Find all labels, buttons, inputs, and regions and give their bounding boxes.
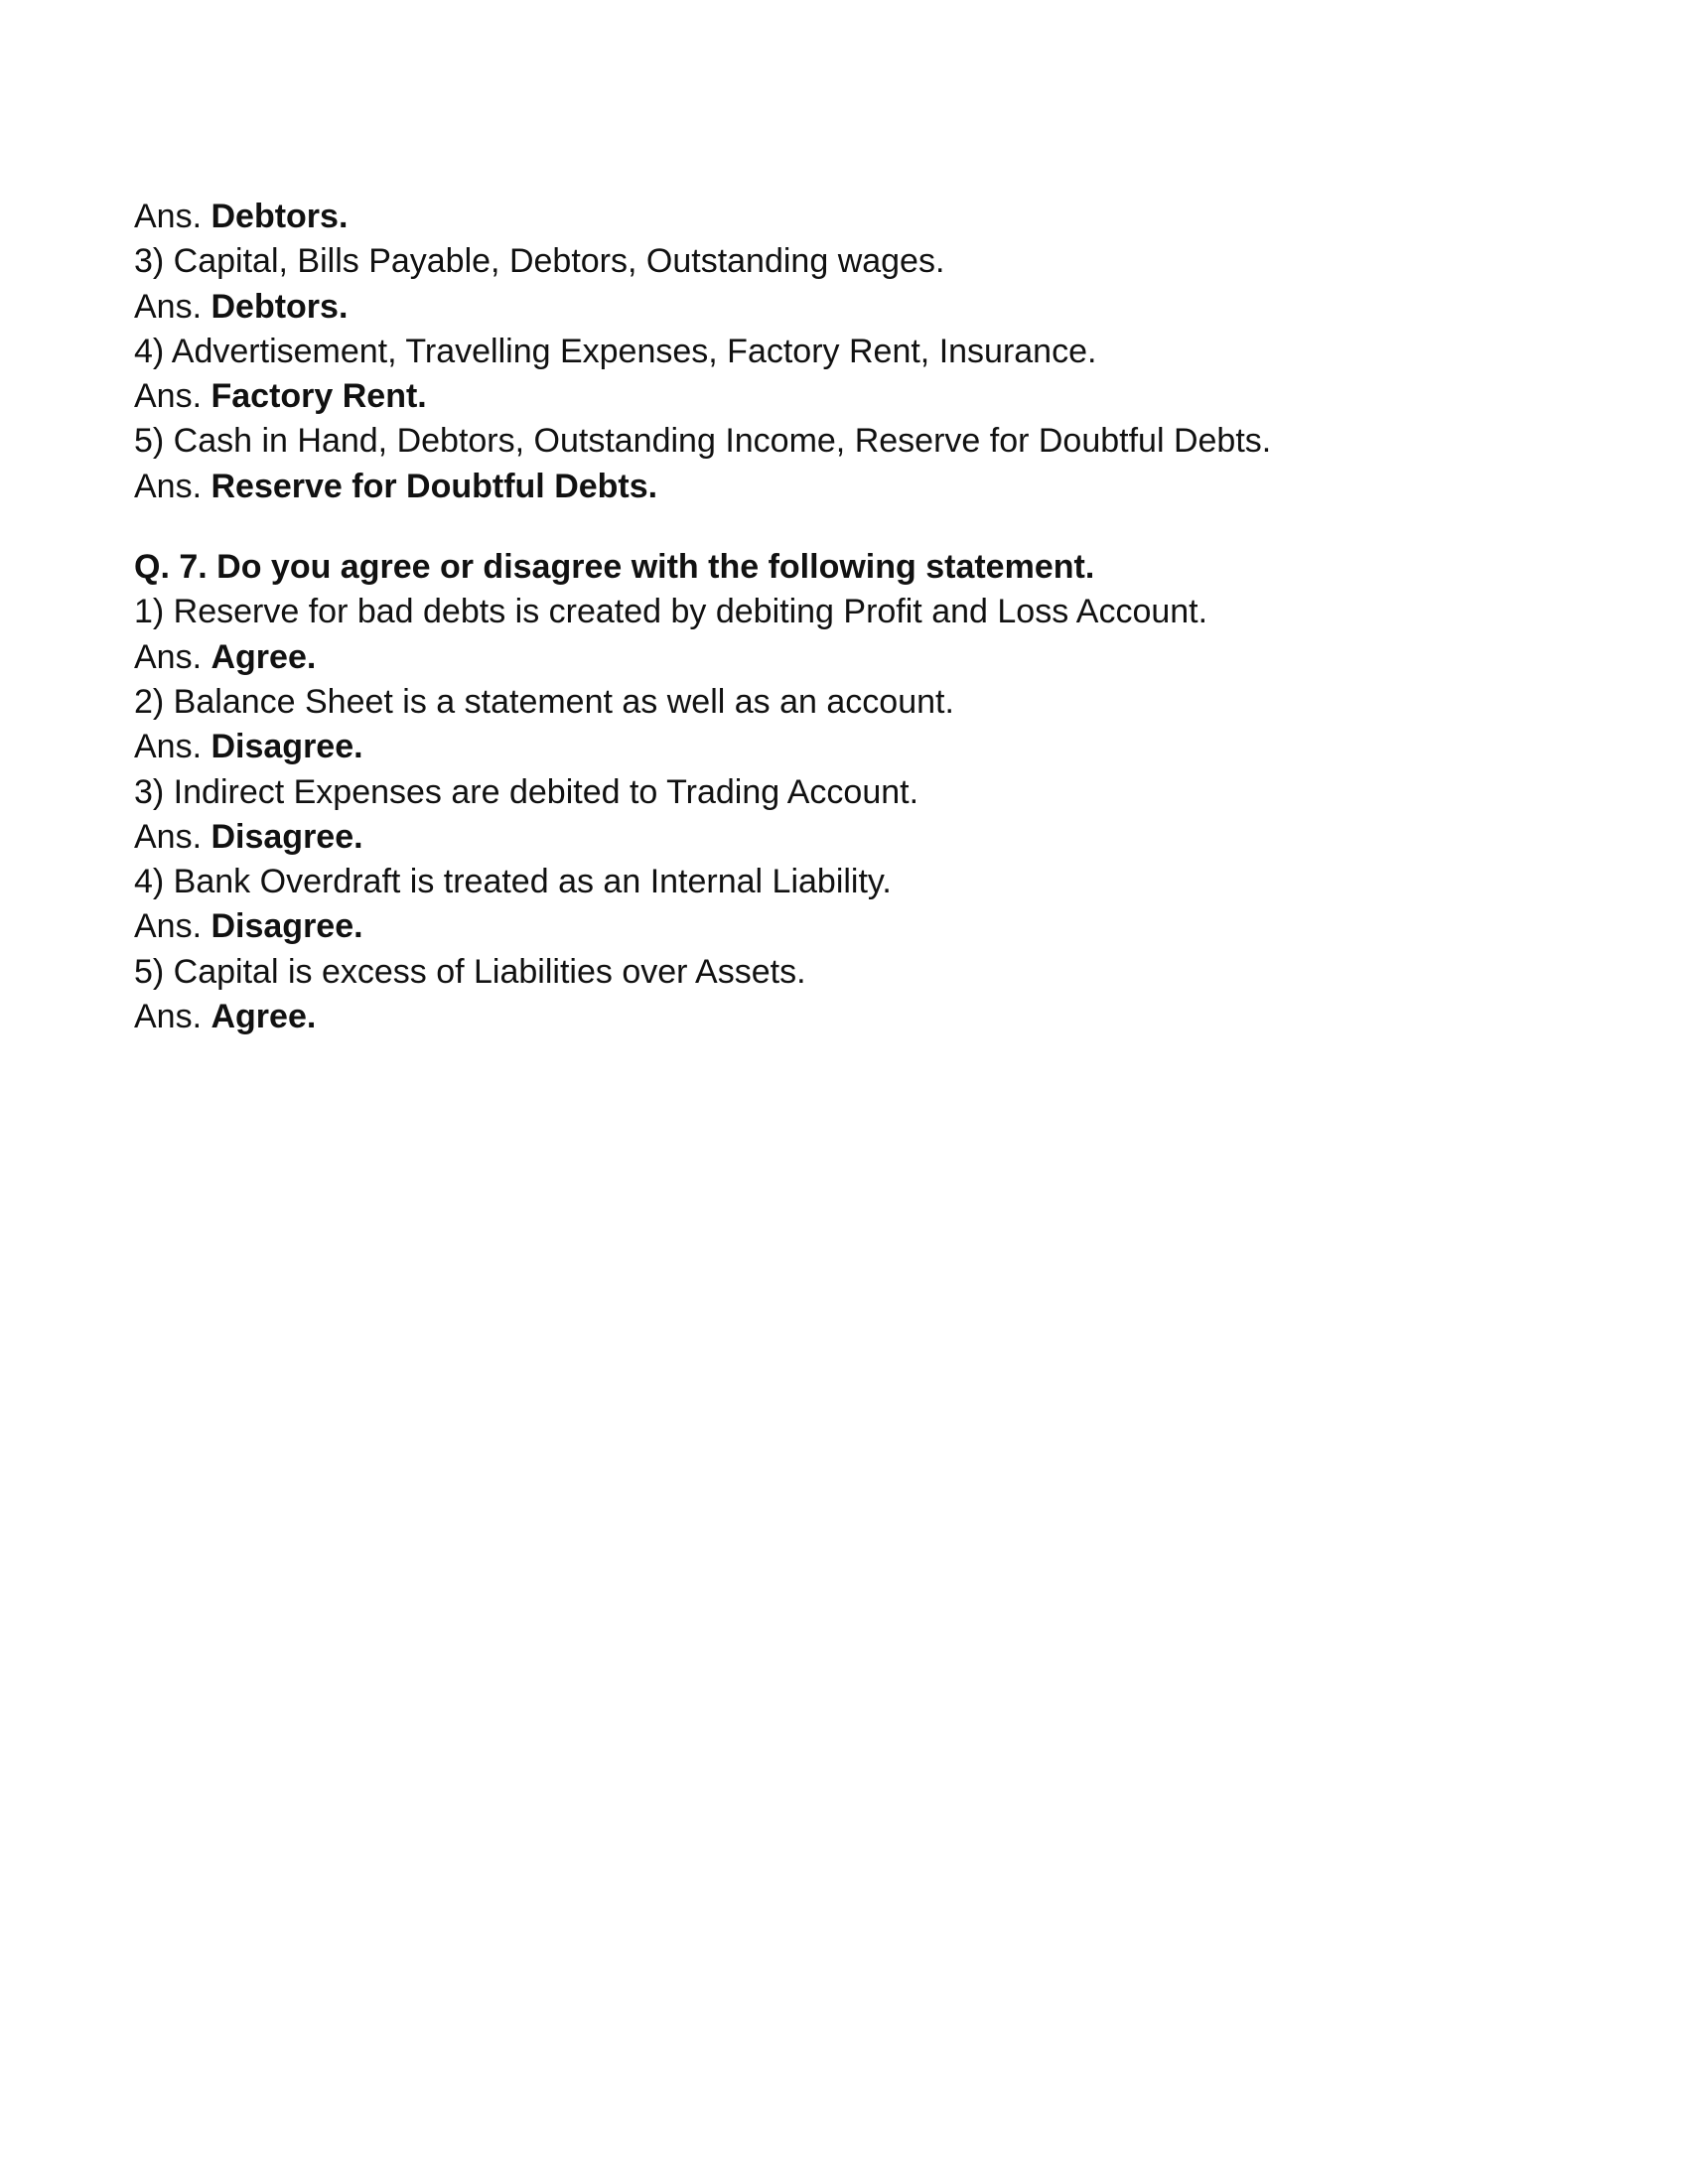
answer-value: Disagree. <box>211 817 363 856</box>
answer-value: Debtors. <box>211 287 349 326</box>
answer-line <box>134 195 1584 239</box>
answer-line <box>134 465 1584 509</box>
question-item: 3) Indirect Expenses are debited to Trading Account. <box>134 772 919 811</box>
answer-line <box>134 725 1584 769</box>
answer-prefix: Ans. <box>134 377 211 416</box>
answer-prefix: Ans. <box>134 637 211 676</box>
answer-prefix: Ans. <box>134 198 211 235</box>
answer-value: Reserve for Doubtful Debts. <box>211 467 658 505</box>
document-content <box>134 195 1584 1039</box>
question-item: 3) Capital, Bills Payable, Debtors, Outstanding wages. <box>134 242 945 281</box>
answer-value: Disagree. <box>211 728 363 766</box>
answer-prefix: Ans. <box>134 998 211 1036</box>
question-heading: Q. 7. Do you agree or disagree with the following statement. <box>134 548 1095 587</box>
answer-prefix: Ans. <box>134 287 211 326</box>
answer-prefix: Ans. <box>134 907 211 946</box>
answer-value: Disagree. <box>211 907 363 946</box>
answer-prefix: Ans. <box>134 467 211 505</box>
answer-value: Agree. <box>211 998 317 1036</box>
question-item: 5) Capital is excess of Liabilities over Assets. <box>134 952 806 991</box>
answer-value: Factory Rent. <box>211 377 427 416</box>
question-item: 1) Reserve for bad debts is created by debiting Profit and Loss Account. <box>134 593 1208 631</box>
answer-line <box>134 635 1584 680</box>
answer-line <box>134 285 1584 330</box>
answer-line <box>134 904 1584 949</box>
question-item: 5) Cash in Hand, Debtors, Outstanding Income, Reserve for Doubtful Debts. <box>134 422 1272 461</box>
answer-value: Debtors. <box>211 198 349 235</box>
question-item: 2) Balance Sheet is a statement as well as an account. <box>134 682 954 721</box>
answer-line <box>134 815 1584 860</box>
answer-prefix: Ans. <box>134 817 211 856</box>
answer-line <box>134 374 1584 419</box>
section-gap <box>134 509 1584 545</box>
answer-prefix: Ans. <box>134 728 211 766</box>
question-item: 4) Bank Overdraft is treated as an Internal Liability. <box>134 863 892 901</box>
answer-line <box>134 995 1584 1039</box>
answer-value: Agree. <box>211 637 317 676</box>
question-item: 4) Advertisement, Travelling Expenses, Factory Rent, Insurance. <box>134 332 1097 370</box>
